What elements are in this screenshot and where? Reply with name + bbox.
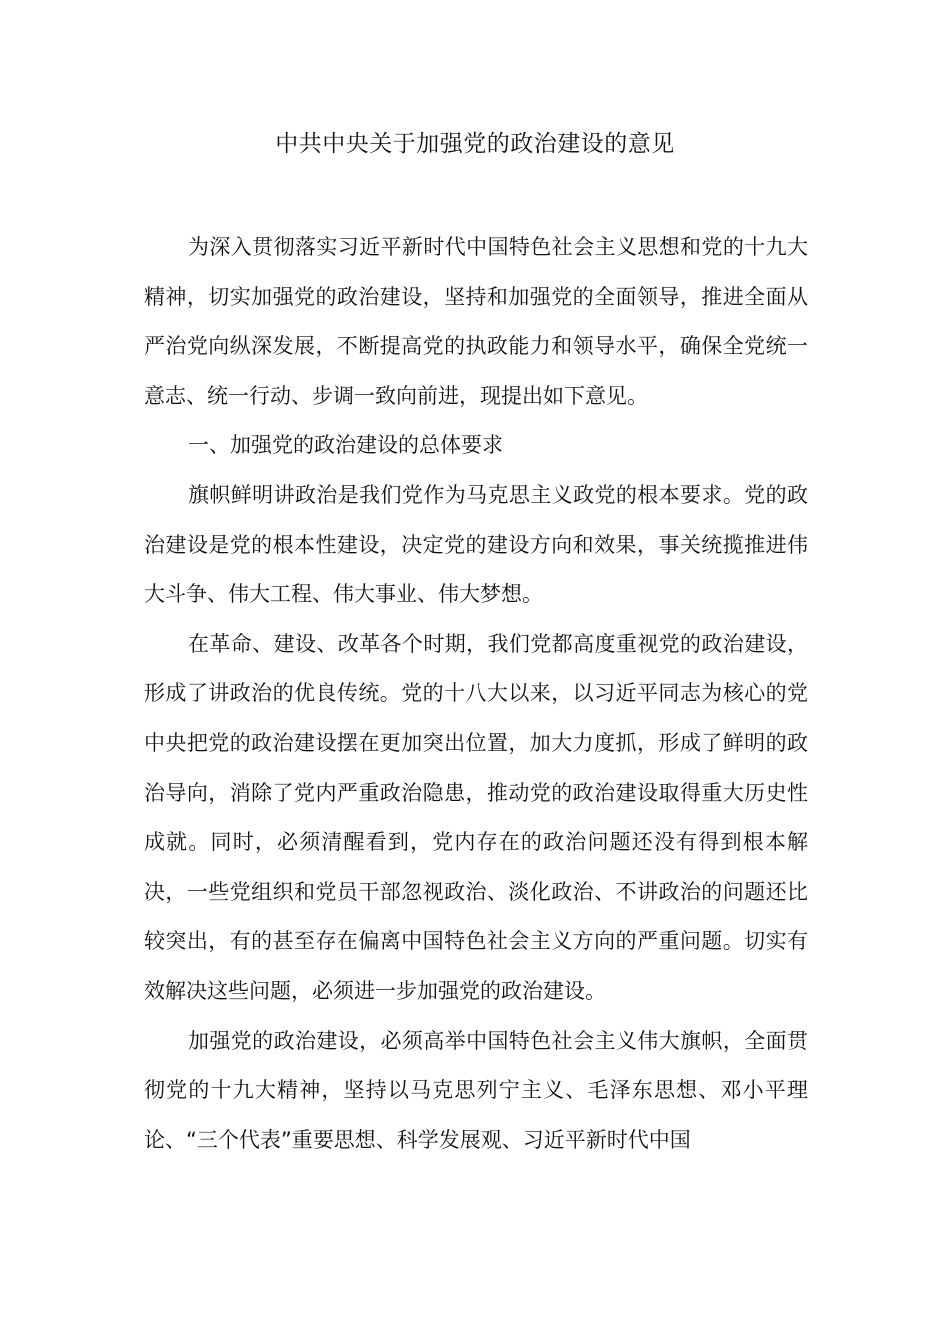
- document-body: [144, 223, 808, 1165]
- section-heading-1: 一、加强党的政治建设的总体要求: [188, 433, 503, 458]
- paragraph: 在革命、建设、改革各个时期，我们党都高度重视党的政治建设，形成了讲政治的优良传统。党的十八大以来，以习近平同志为核心的党中央把党的政治建设摆在更加突出位置，加大力度抓，形成了鲜明的政治导向，消除了党内严重政治隐患，推动党的政治建设取得重大历史性成就。同时，必须清醒看到，党内存在的政治问题还没有得到根本解决，一些党组织和党员干部忽视政治、淡化政治、不讲政治的问题还比较突出，有的甚至存在偏离中国特色社会主义方向的严重问题。切实有效解决这些问题，必须进一步加强党的政治建设。: [144, 631, 808, 1003]
- document-title: 中共中央关于加强党的政治建设的意见: [275, 131, 675, 157]
- paragraph: 加强党的政治建设，必须高举中国特色社会主义伟大旗帜，全面贯彻党的十九大精神，坚持以马克思列宁主义、毛泽东思想、邓小平理论、“三个代表”重要思想、科学发展观、习近平新时代中国: [144, 1028, 808, 1152]
- paragraph-intro: 为深入贯彻落实习近平新时代中国特色社会主义思想和党的十九大精神，切实加强党的政治建设，坚持和加强党的全面领导，推进全面从严治党向纵深发展，不断提高党的执政能力和领导水平，确保全党统一意志、统一行动、步调一致向前进，现提出如下意见。: [144, 235, 808, 408]
- paragraph: 旗帜鲜明讲政治是我们党作为马克思主义政党的根本要求。党的政治建设是党的根本性建设，决定党的建设方向和效果，事关统揽推进伟大斗争、伟大工程、伟大事业、伟大梦想。: [144, 482, 808, 607]
